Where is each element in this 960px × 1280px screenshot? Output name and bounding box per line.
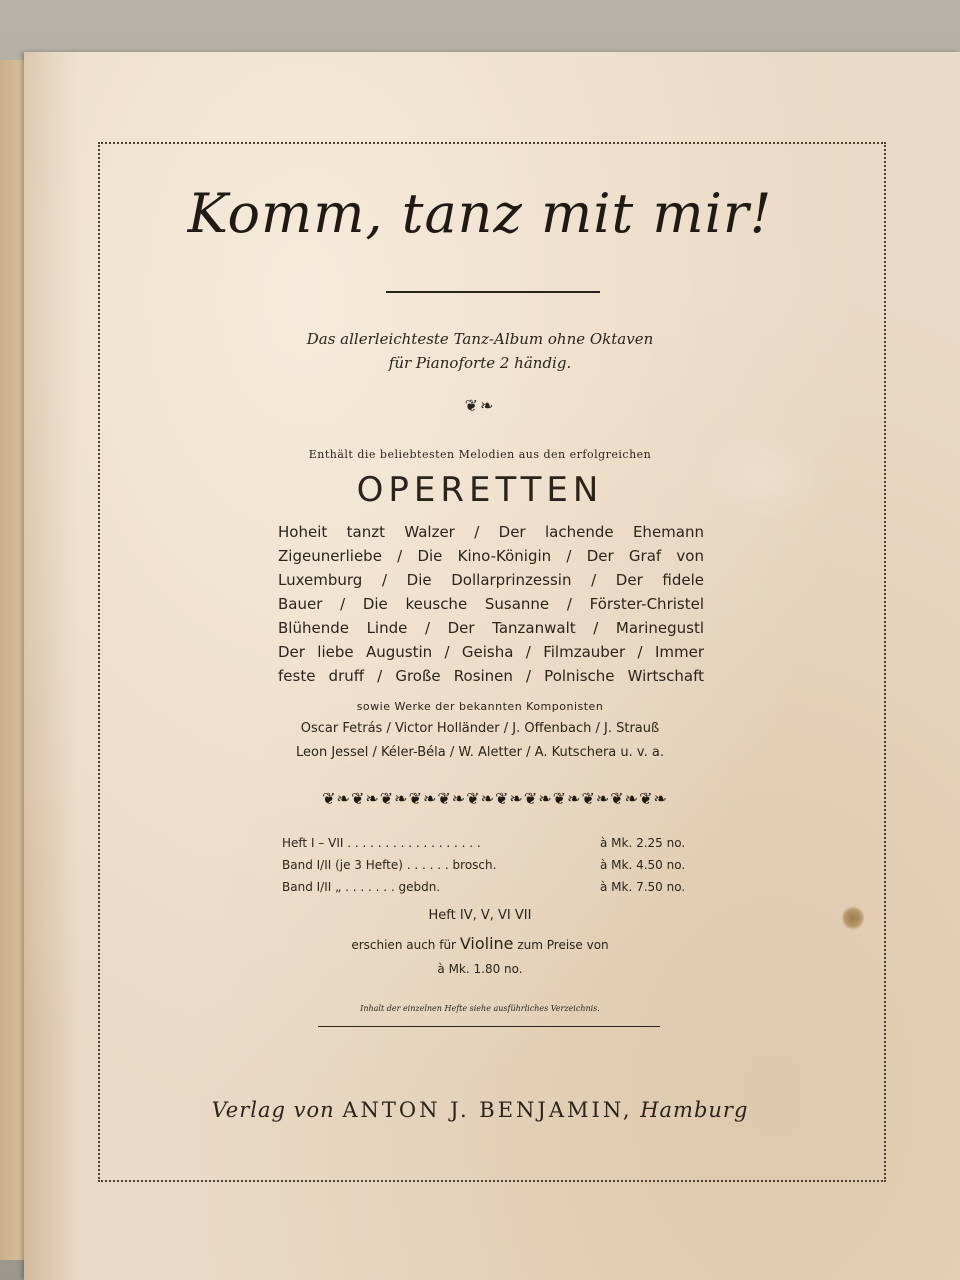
composers-intro: sowie Werke der bekannten Komponisten — [356, 700, 604, 713]
contents-note-rule — [318, 1026, 660, 1027]
list-item: Zigeunerliebe / Die Kino-Königin / Der Graf von — [278, 547, 704, 565]
violin-line — [0, 934, 960, 953]
publisher-name: ANTON J. BENJAMIN, — [342, 1098, 633, 1122]
composers-line-1: Oscar Fetrás / Victor Holländer / J. Offenbach / J. Strauß — [300, 721, 660, 736]
violin-price: à Mk. 1.80 no. — [437, 962, 523, 976]
operetten-heading: OPERETTEN — [356, 470, 604, 510]
price-row — [282, 836, 686, 850]
operetta-list — [278, 520, 704, 688]
cover-title: Komm, tanz mit mir! — [187, 182, 773, 245]
price-row — [282, 880, 686, 894]
heft-note: Heft IV, V, VI VII — [428, 908, 532, 923]
ornamental-border-icon: ❦❧❦❧❦❧❦❧❦❧❦❧❦❧❦❧❦❧❦❧❦❧❦❧ — [322, 789, 668, 808]
list-item: feste druff / Große Rosinen / Polnische Wirtschaft — [278, 667, 704, 685]
price-label: Heft I – VII . . . . . . . . . . . . . . . . . . — [282, 836, 481, 850]
price-value: à Mk. 7.50 no. — [600, 880, 686, 894]
price-label: Band I/II „ . . . . . . . gebdn. — [282, 880, 441, 894]
price-value: à Mk. 2.25 no. — [600, 836, 686, 850]
list-item: Blühende Linde / Der Tanzanwalt / Marinegustl — [278, 619, 704, 637]
publisher-city: Hamburg — [640, 1098, 749, 1122]
title-underline — [386, 291, 600, 293]
composers-line-2: Leon Jessel / Kéler-Béla / W. Aletter / A. Kutschera u. v. a. — [296, 745, 664, 760]
price-value: à Mk. 4.50 no. — [600, 858, 686, 872]
subtitle-line-1: Das allerleichteste Tanz-Album ohne Oktaven — [306, 330, 654, 348]
subtitle-line-2: für Pianoforte 2 händig. — [388, 354, 572, 372]
list-item: Luxemburg / Die Dollarprinzessin / Der fidele — [278, 571, 704, 589]
list-item: Der liebe Augustin / Geisha / Filmzauber / Immer — [278, 643, 704, 661]
violin-text-b: zum Preise von — [517, 938, 609, 952]
publisher-prefix: Verlag von — [211, 1098, 335, 1122]
list-item: Bauer / Die keusche Susanne / Förster-Christel — [278, 595, 704, 613]
price-row — [282, 858, 686, 872]
price-label: Band I/II (je 3 Hefte) . . . . . . brosch. — [282, 858, 497, 872]
violin-text-a: erschien auch für — [351, 938, 456, 952]
list-item: Hoheit tanzt Walzer / Der lachende Ehemann — [278, 523, 704, 541]
paper-stain — [842, 906, 864, 930]
small-ornament-icon: ❦❧ — [464, 396, 496, 415]
intro-text: Enthält die beliebtesten Melodien aus den erfolgreichen — [308, 448, 652, 461]
publisher-line — [0, 1098, 960, 1122]
contents-note: Inhalt der einzelnen Hefte siehe ausführliches Verzeichnis. — [360, 1004, 600, 1013]
violin-word: Violine — [459, 934, 514, 953]
